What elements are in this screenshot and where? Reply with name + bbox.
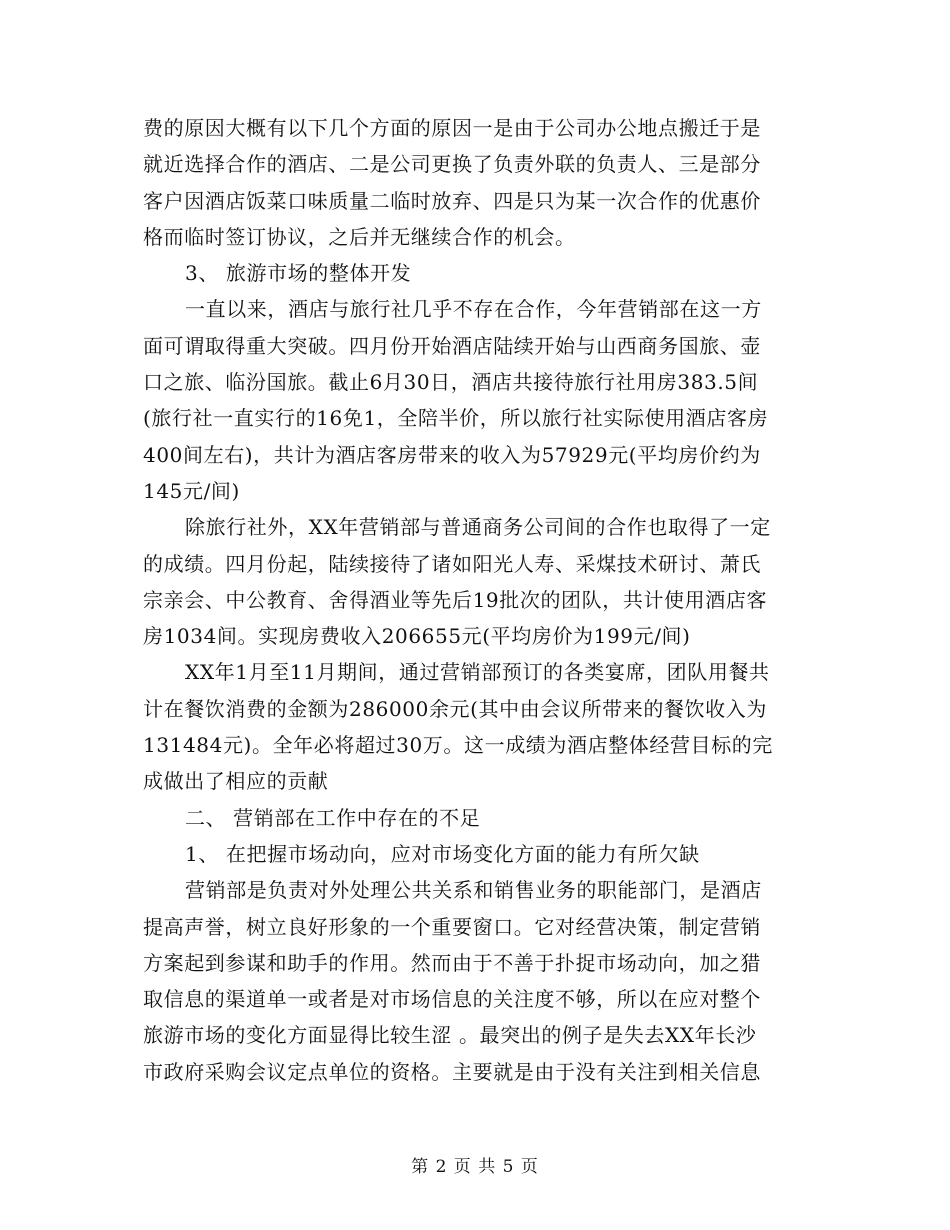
text-line: 就近选择合作的酒店、二是公司更换了负责外联的负责人、三是部分 bbox=[143, 152, 761, 177]
document-body bbox=[143, 110, 807, 1090]
text-line: 方案起到参谋和助手的作用。然而由于不善于扑捉市场动向，加之猎 bbox=[143, 950, 761, 975]
section-heading: 3、 旅游市场的整体开发 bbox=[185, 261, 412, 286]
text-line: 取信息的渠道单一或者是对市场信息的关注度不够，所以在应对整个 bbox=[143, 987, 761, 1012]
text-line: 131484元)。全年必将超过30万。这一成绩为酒店整体经营目标的完 bbox=[143, 733, 773, 758]
text-line: 市政府采购会议定点单位的资格。主要就是由于没有关注到相关信息 bbox=[143, 1059, 761, 1084]
text-line: 宗亲会、中公教育、舍得酒业等先后19批次的团队，共计使用酒店客 bbox=[143, 587, 768, 612]
text-line: 费的原因大概有以下几个方面的原因一是由于公司办公地点搬迁于是 bbox=[143, 116, 761, 140]
text-line: 400间左右)，共计为酒店客房带来的收入为57929元(平均房价约为 bbox=[143, 442, 761, 467]
text-line: 计在餐饮消费的金额为286000余元(其中由会议所带来的餐饮收入为 bbox=[143, 696, 767, 721]
page-number-footer: 第 2 页 共 5 页 bbox=[411, 1157, 539, 1177]
text-line: 旅游市场的变化方面显得比较生涩 。最突出的例子是失去XX年长沙 bbox=[143, 1023, 757, 1048]
text-line: 客户因酒店饭菜口味质量二临时放弃、四是只为某一次合作的优惠价 bbox=[143, 188, 761, 213]
text-line: 145元/间) bbox=[143, 478, 240, 503]
text-line: 一直以来，酒店与旅行社几乎不存在合作，今年营销部在这一方 bbox=[185, 297, 762, 322]
text-line: 成做出了相应的贡献 bbox=[143, 769, 329, 794]
text-line: 除旅行社外，XX年营销部与普通商务公司间的合作也取得了一定 bbox=[185, 515, 771, 540]
text-line: 提高声誉，树立良好形象的一个重要窗口。它对经营决策，制定营销 bbox=[143, 914, 761, 939]
text-line: 格而临时签订协议，之后并无继续合作的机会。 bbox=[143, 224, 576, 249]
text-line: 口之旅、临汾国旅。截止6月30日，酒店共接待旅行社用房383.5间 bbox=[143, 370, 759, 395]
text-line: 的成绩。四月份起，陆续接待了诸如阳光人寿、采煤技术研讨、萧氏 bbox=[143, 551, 761, 576]
text-line: 面可谓取得重大突破。四月份开始酒店陆续开始与山西商务国旅、壶 bbox=[143, 333, 761, 358]
section-heading: 二、 营销部在工作中存在的不足 bbox=[185, 805, 481, 830]
text-line: XX年1月至11月期间，通过营销部预订的各类宴席，团队用餐共 bbox=[185, 660, 770, 685]
subsection-heading: 1、 在把握市场动向，应对市场变化方面的能力有所欠缺 bbox=[185, 841, 700, 866]
text-line: (旅行社一直实行的16免1，全陪半价，所以旅行社实际使用酒店客房 bbox=[143, 406, 769, 431]
text-line: 房1034间。实现房费收入206655元(平均房价为199元/间) bbox=[143, 624, 691, 649]
text-line: 营销部是负责对外处理公共关系和销售业务的职能部门，是酒店 bbox=[185, 878, 762, 903]
